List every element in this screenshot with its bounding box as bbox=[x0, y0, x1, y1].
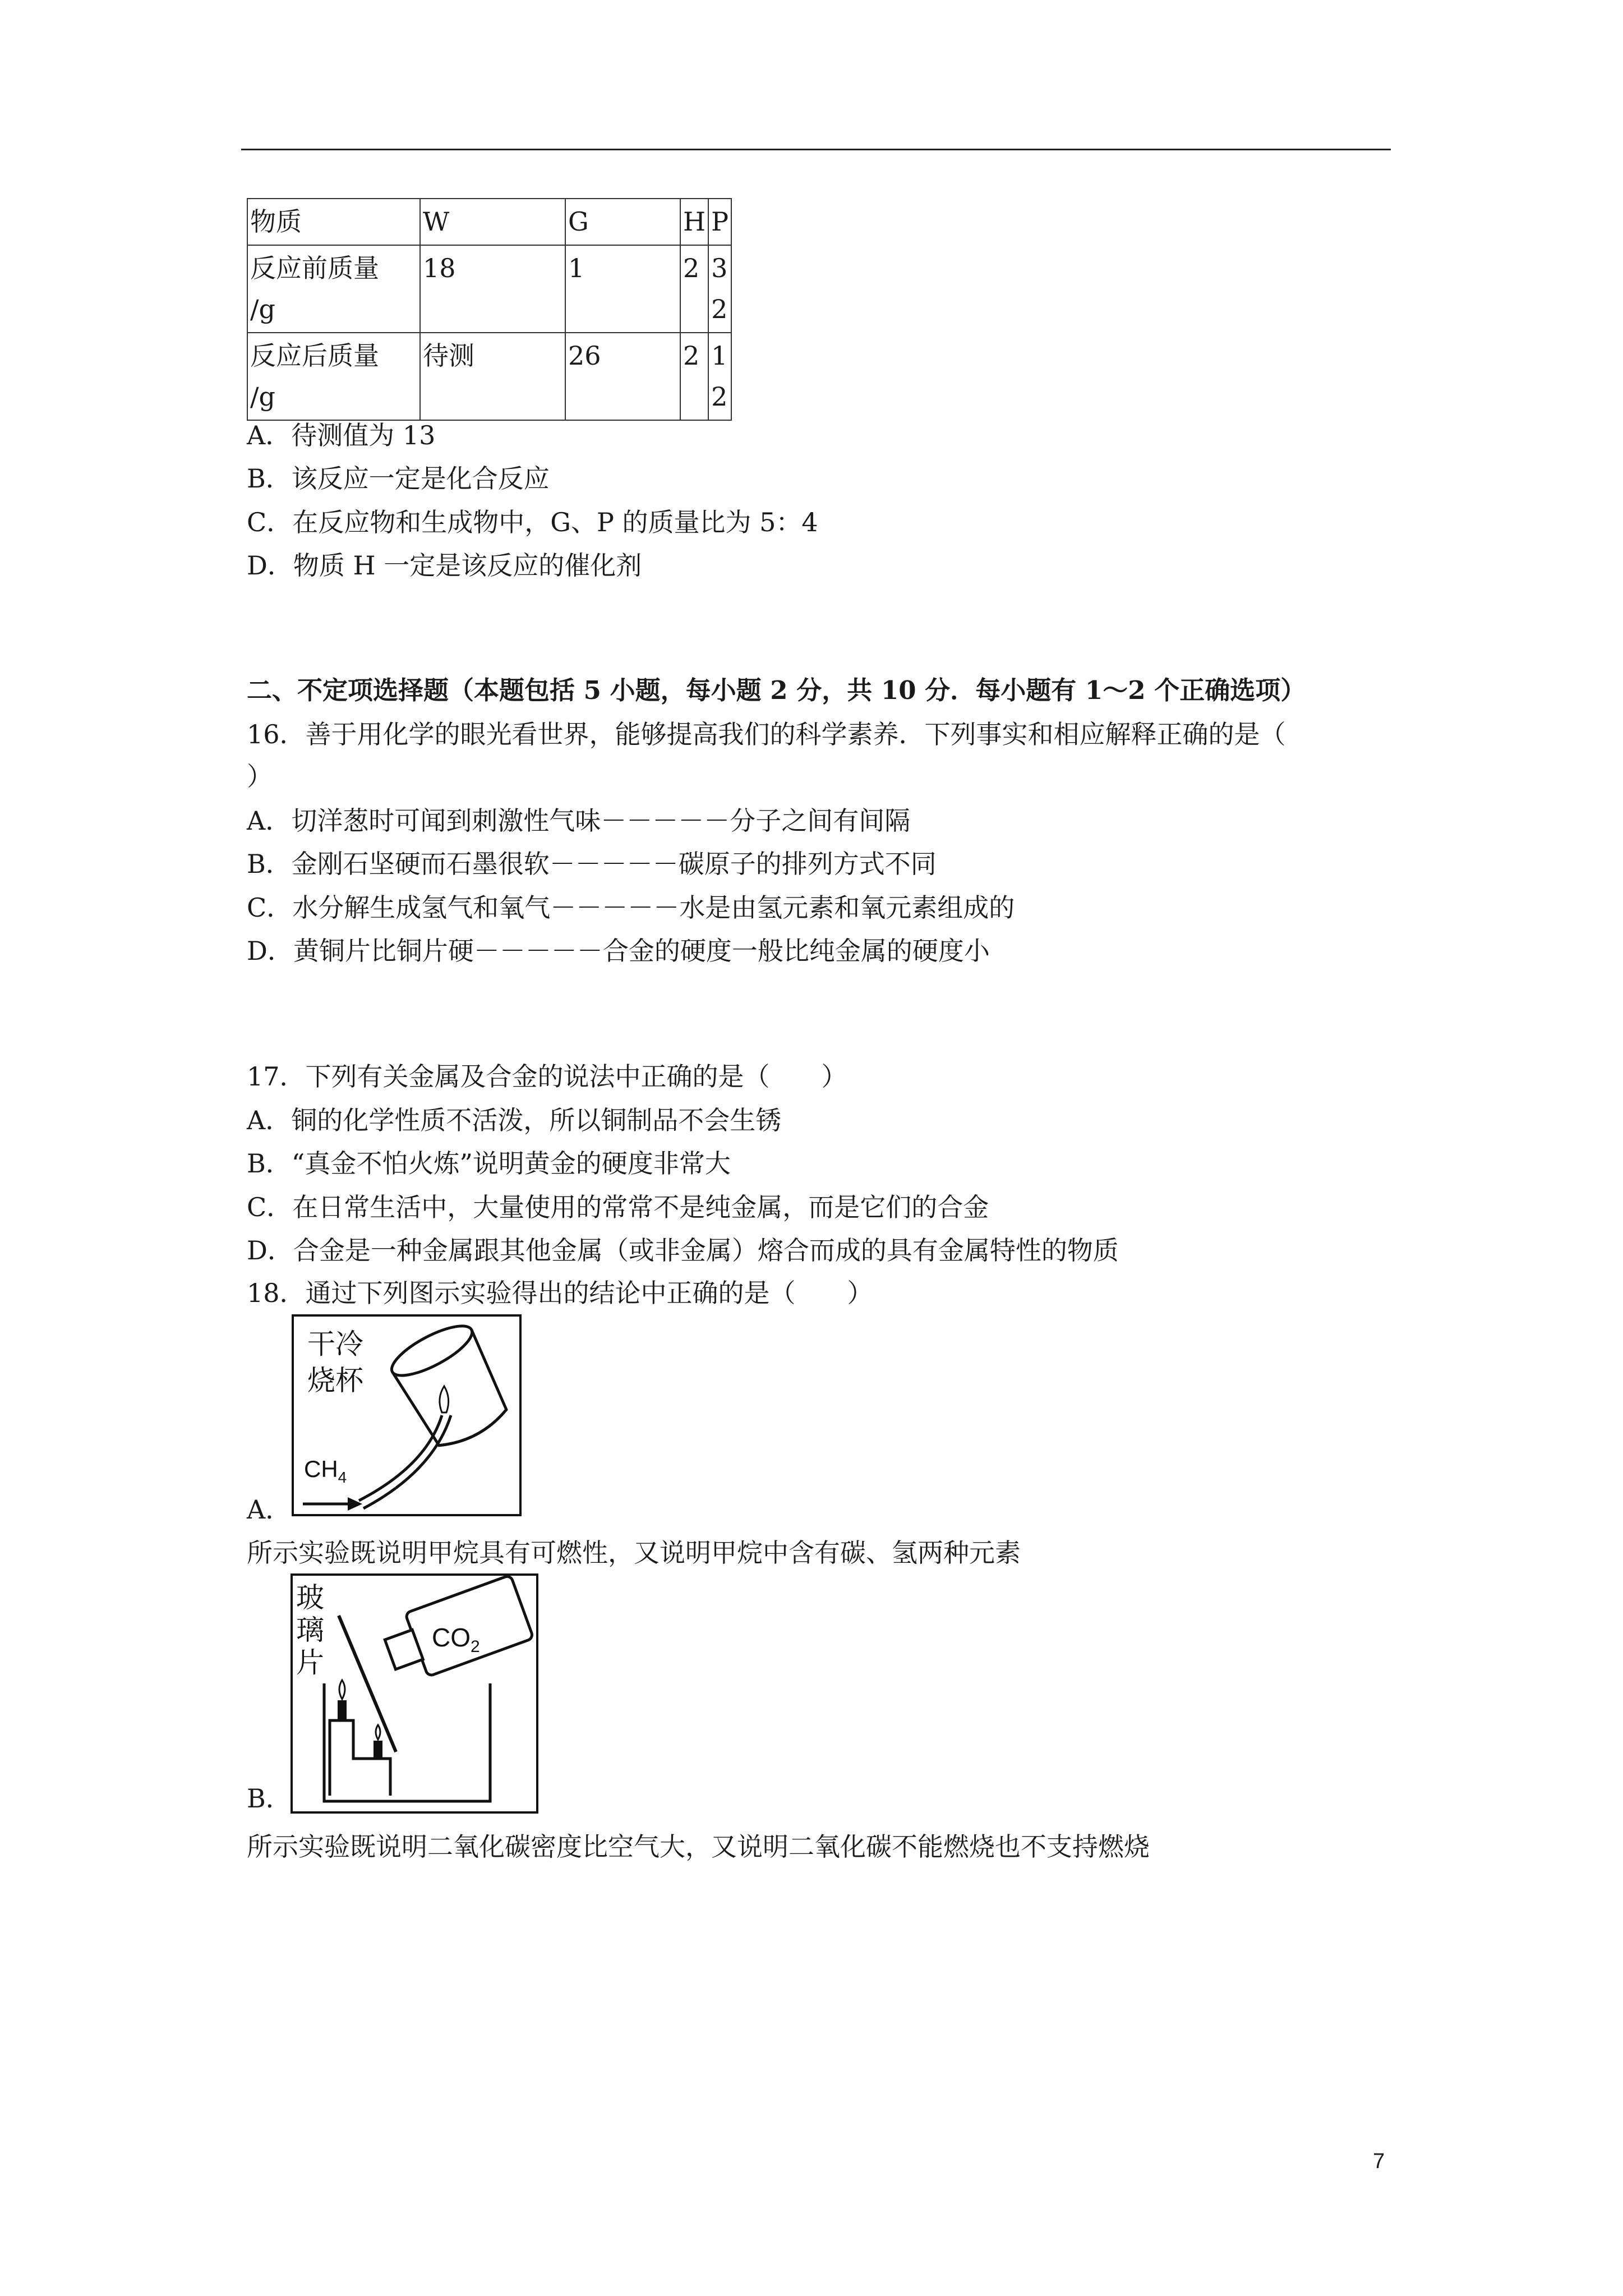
table-cell: P bbox=[708, 199, 731, 245]
table-cell: 反应前质量 /g bbox=[247, 245, 420, 333]
question-17-stem: 17．下列有关金属及合金的说法中正确的是（ ） bbox=[247, 1061, 847, 1092]
table-cell: 待测 bbox=[420, 333, 565, 420]
mass-table bbox=[247, 198, 732, 421]
table-cell: 26 bbox=[565, 333, 680, 420]
option-c: C．在反应物和生成物中，G、P 的质量比为 5：4 bbox=[247, 507, 818, 537]
q17-option-b: B．“真金不怕火炼”说明黄金的硬度非常大 bbox=[247, 1148, 731, 1179]
table-header-row bbox=[247, 199, 731, 245]
glass-label-1: 玻 bbox=[296, 1582, 324, 1613]
candle-icon bbox=[338, 1700, 347, 1722]
q18-option-a-label: A． bbox=[247, 1494, 292, 1525]
page-number: 7 bbox=[1373, 2150, 1385, 2173]
table-row bbox=[247, 333, 731, 420]
beaker-icon bbox=[324, 1683, 490, 1801]
table-row bbox=[247, 245, 731, 333]
flame-icon bbox=[440, 1386, 449, 1412]
table-cell: 反应后质量 /g bbox=[247, 333, 420, 420]
option-d: D．物质 H 一定是该反应的催化剂 bbox=[247, 550, 642, 581]
table-cell: 18 bbox=[420, 245, 565, 333]
table-cell: H bbox=[680, 199, 708, 245]
glass-label-2: 璃 bbox=[296, 1614, 324, 1646]
table-cell: 2 bbox=[680, 245, 708, 333]
candle-icon bbox=[374, 1741, 382, 1760]
flame-icon bbox=[339, 1680, 345, 1699]
flame-icon bbox=[376, 1725, 380, 1740]
table-cell: G bbox=[565, 199, 680, 245]
table-cell: 3 2 bbox=[708, 245, 731, 333]
q18-option-b-text: 所示实验既说明二氧化碳密度比空气大，又说明二氧化碳不能燃烧也不支持燃烧 bbox=[247, 1832, 1150, 1862]
dry-cold-label-2: 烧杯 bbox=[307, 1365, 363, 1396]
q16-option-d: D．黄铜片比铜片硬－－－－－合金的硬度一般比纯金属的硬度小 bbox=[247, 936, 990, 966]
table-cell: 1 bbox=[565, 245, 680, 333]
question-16-stem-cont: ） bbox=[247, 761, 273, 792]
methane-formula: $CH_4$ bbox=[304, 1456, 347, 1486]
beaker-icon bbox=[385, 1317, 516, 1455]
table-cell: W bbox=[420, 199, 565, 245]
glass-label-3: 片 bbox=[296, 1647, 324, 1678]
q17-option-d: D．合金是一种金属跟其他金属（或非金属）熔合而成的具有金属特性的物质 bbox=[247, 1235, 1119, 1266]
q18-option-a-text: 所示实验既说明甲烷具有可燃性，又说明甲烷中含有碳、氢两种元素 bbox=[247, 1538, 1021, 1568]
header-rule bbox=[241, 149, 1391, 150]
q16-option-c: C．水分解生成氢气和氧气－－－－－水是由氢元素和氧元素组成的 bbox=[247, 892, 1015, 923]
q16-option-b: B．金刚石坚硬而石墨很软－－－－－碳原子的排列方式不同 bbox=[247, 849, 937, 879]
q17-option-c: C．在日常生活中，大量使用的常常不是纯金属，而是它们的合金 bbox=[247, 1192, 989, 1222]
question-18-stem: 18．通过下列图示实验得出的结论中正确的是（ ） bbox=[247, 1278, 873, 1308]
table-cell: 1 2 bbox=[708, 333, 731, 420]
methane-combustion-figure bbox=[292, 1314, 522, 1516]
table-cell: 物质 bbox=[247, 199, 420, 245]
section-heading: 二、不定项选择题（本题包括 5 小题，每小题 2 分，共 10 分．每小题有 1～2 个正确选项） bbox=[247, 675, 1306, 705]
q18-option-b-label: B． bbox=[247, 1783, 292, 1814]
option-b: B．该反应一定是化合反应 bbox=[247, 463, 550, 494]
q17-option-a: A．铜的化学性质不活泼，所以铜制品不会生锈 bbox=[247, 1105, 782, 1135]
option-a: A．待测值为 13 bbox=[247, 420, 436, 450]
co2-formula: $CO_2$ bbox=[432, 1623, 480, 1656]
carbon-dioxide-figure bbox=[291, 1573, 538, 1814]
glass-plate bbox=[339, 1616, 396, 1752]
table-cell: 2 bbox=[680, 333, 708, 420]
question-16-stem: 16．善于用化学的眼光看世界，能够提高我们的科学素养．下列事实和相应解释正确的是（ bbox=[247, 719, 1286, 749]
q16-option-a: A．切洋葱时可闻到刺激性气味－－－－－分子之间有间隔 bbox=[247, 806, 911, 836]
dry-cold-label-1: 干冷 bbox=[307, 1328, 363, 1360]
